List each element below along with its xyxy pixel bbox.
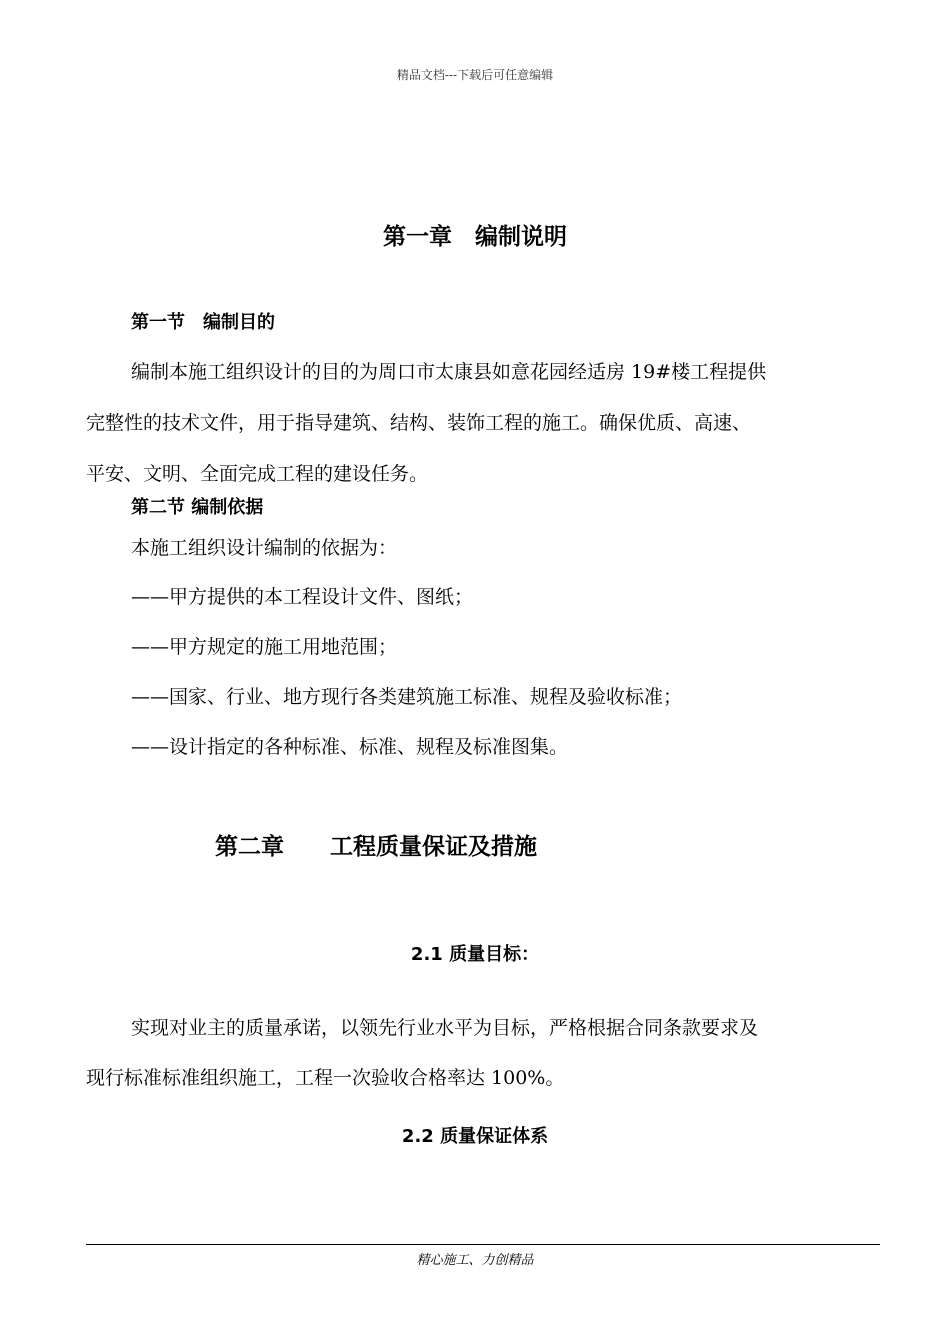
section-1-paragraph-line: 完整性的技术文件，用于指导建筑、结构、装饰工程的施工。确保优质、高速、 (86, 412, 752, 434)
section-2-intro: 本施工组织设计编制的依据为： (131, 537, 398, 559)
chapter-2-title: 第二章 工程质量保证及措施 (215, 834, 537, 860)
subsection-2-2-title: 2.2 质量保证体系 (401, 1126, 549, 1147)
quality-goal-paragraph-line: 现行标准标准组织施工，工程一次验收合格率达 100%。 (86, 1067, 565, 1089)
subsection-2-1-title: 2.1 质量目标： (410, 944, 540, 965)
page-header-note: 精品文档---下载后可任意编辑 (396, 68, 554, 82)
section-1-title: 第一节 编制目的 (131, 312, 275, 333)
quality-goal-paragraph-line: 实现对业主的质量承诺，以领先行业水平为目标，严格根据合同条款要求及 (131, 1017, 759, 1039)
section-2-title: 第二节 编制依据 (131, 497, 264, 518)
section-1-paragraph-line: 编制本施工组织设计的目的为周口市太康县如意花园经适房 19#楼工程提供 (131, 361, 767, 383)
footer-divider (86, 1244, 880, 1245)
page-footer-note: 精心施工、力创精品 (416, 1253, 534, 1268)
basis-list-item: ——甲方规定的施工用地范围； (131, 636, 398, 658)
basis-list-item: ——甲方提供的本工程设计文件、图纸； (131, 586, 474, 608)
basis-list-item: ——国家、行业、地方现行各类建筑施工标准、规程及验收标准； (131, 686, 683, 708)
chapter-1-title: 第一章 编制说明 (383, 224, 567, 250)
basis-list-item: ——设计指定的各种标准、标准、规程及标准图集。 (131, 736, 569, 758)
section-1-paragraph-line: 平安、文明、全面完成工程的建设任务。 (86, 463, 429, 485)
